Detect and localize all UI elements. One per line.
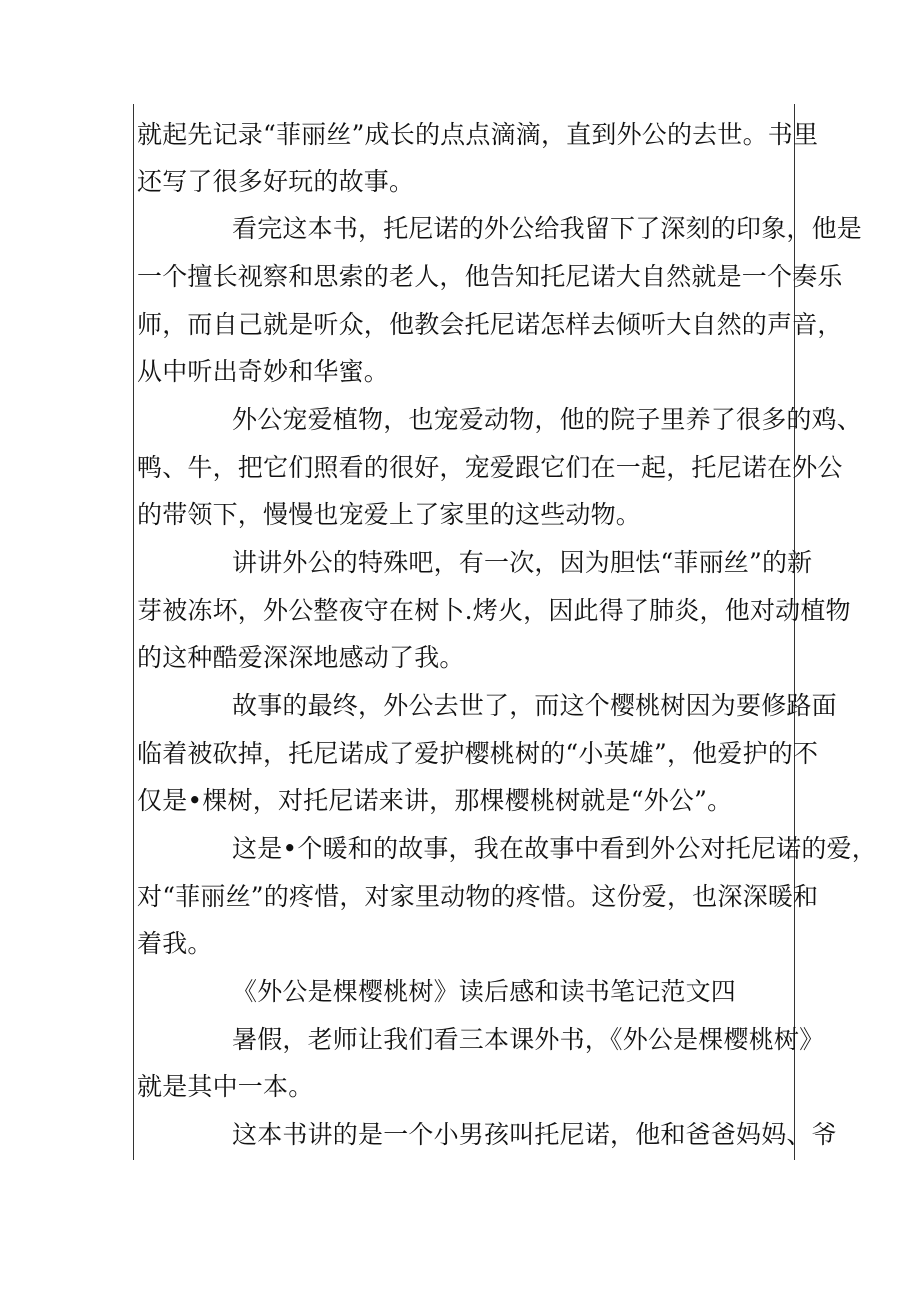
text-line: 师，而自己就是听众，他教会托尼诺怎样去倾听大自然的声音， (137, 310, 843, 339)
paragraph-first-line: 讲讲外公的特殊吧，有一次，因为胆怯“菲丽丝”的新 (232, 548, 813, 577)
paragraph-first-line: 外公宠爱植物，也宠爱动物，他的院子里养了很多的鸡、 (232, 405, 863, 434)
text-line: 的带领下，慢慢也宠爱上了家里的这些动物。 (137, 500, 642, 529)
text-line: 着我。 (137, 929, 213, 958)
text-line: 鸭、牛，把它们照看的很好，宠爱跟它们在一起，托尼诺在外公 (137, 453, 843, 482)
left-border-rule (133, 104, 134, 1160)
text-line: 的这种酷爱深深地感动了我。 (137, 643, 465, 672)
text-line: 仅是•棵树，对托尼诺来讲，那棵樱桃树就是“外公”。 (137, 786, 733, 815)
paragraph-first-line: 这本书讲的是一个小男孩叫托尼诺，他和爸爸妈妈、爷 (232, 1120, 837, 1149)
text-line: 临着被砍掉，托尼诺成了爱护樱桃树的“小英雄”，他爱护的不 (137, 739, 819, 768)
text-line: 对“菲丽丝”的疼惜，对家里动物的疼惜。这份爱，也深深暖和 (137, 882, 819, 911)
paragraph-first-line: 暑假，老师让我们看三本课外书，《外公是棵樱桃树》 (232, 1025, 825, 1054)
paragraph-first-line: 这是•个暖和的故事，我在故事中看到外公对托尼诺的爱， (232, 834, 877, 863)
text-line: 芽被冻坏，外公整夜守在树卜.烤火，因此得了肺炎，他对动植物 (137, 596, 851, 625)
text-line: 一个擅长视察和思索的老人，他告知托尼诺大自然就是一个奏乐 (137, 262, 843, 291)
text-line: 就是其中一本。 (137, 1072, 314, 1101)
text-line: 从中听出奇妙和华蜜。 (137, 357, 390, 386)
paragraph-first-line: 看完这本书，托尼诺的外公给我留下了深刻的印象，他是 (232, 214, 863, 243)
text-line: 还写了很多好玩的故事。 (137, 167, 415, 196)
text-line: 就起先记录“菲丽丝”成长的点点滴滴，直到外公的去世。书里 (137, 120, 819, 149)
paragraph-first-line: 故事的最终，外公去世了，而这个樱桃树因为要修路面 (232, 691, 837, 720)
section-heading: 《外公是棵樱桃树》读后感和读书笔记范文四 (232, 977, 737, 1006)
